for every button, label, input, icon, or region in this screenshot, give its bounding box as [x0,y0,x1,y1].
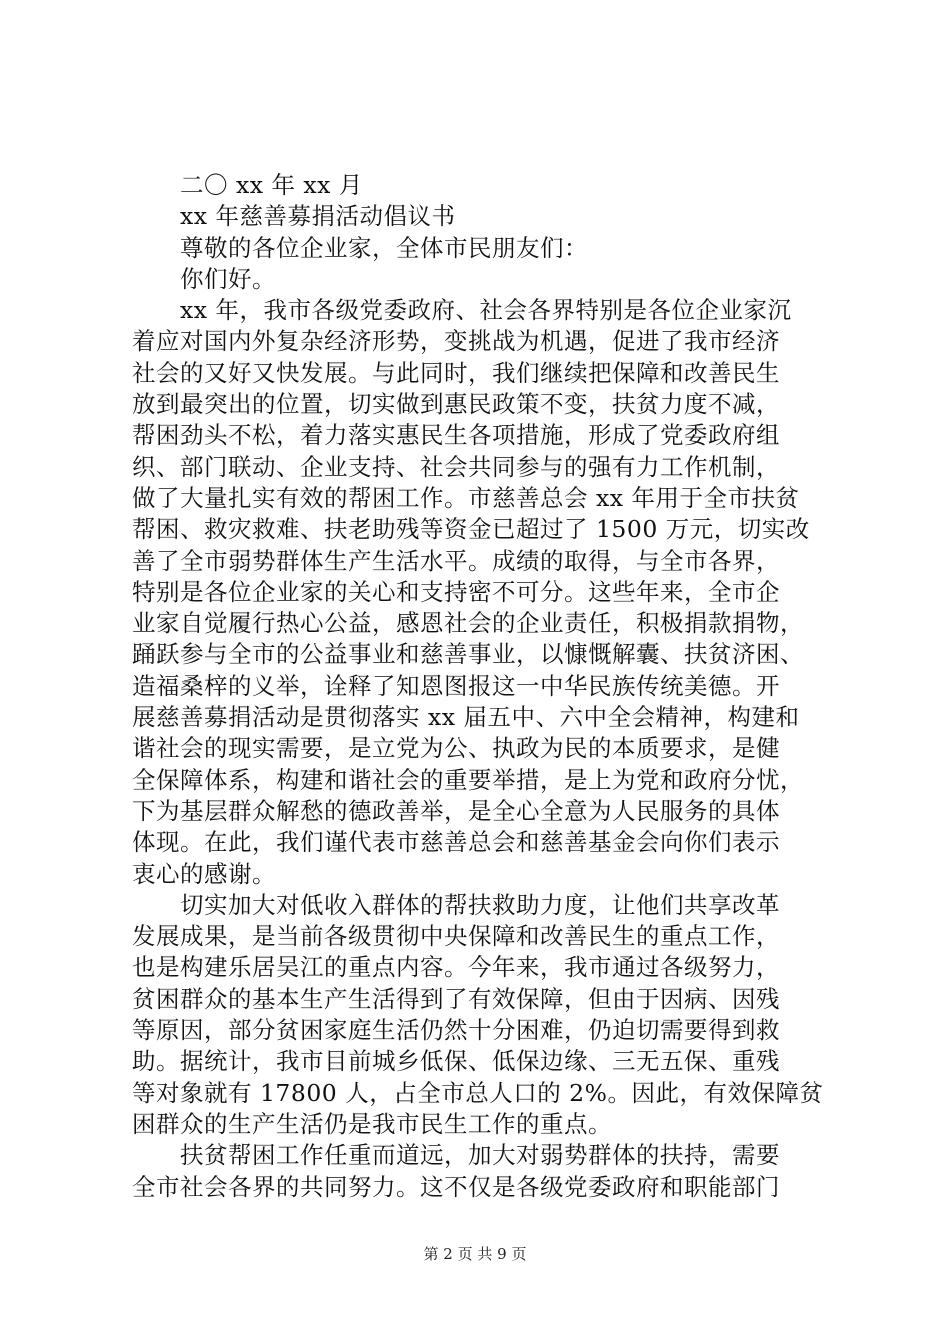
text-line: 助。据统计，我市目前城乡低保、低保边缘、三无五保、重残 [132,1047,780,1076]
text-line: 等原因，部分贫困家庭生活仍然十分困难，仍迫切需要得到救 [132,1016,780,1045]
text-line: 社会的又好又快发展。与此同时，我们继续把保障和改善民生 [132,358,780,387]
text-line: 做了大量扎实有效的帮困工作。市慈善总会 xx 年用于全市扶贫 [132,483,800,512]
text-line: 切实加大对低收入群体的帮扶救助力度，让他们共享改革 [180,890,780,919]
text-line: 困群众的生产生活仍是我市民生工作的重点。 [132,1109,612,1138]
text-line: 二〇 xx 年 xx 月 [180,171,363,199]
text-line: 谐社会的现实需要，是立党为公、执政为民的本质要求，是健 [132,734,780,763]
text-line: xx 年，我市各级党委政府、社会各界特别是各位企业家沉 [180,296,792,325]
text-line: 等对象就有 17800 人，占全市总人口的 2%。因此，有效保障贫 [132,1078,824,1107]
text-line: xx 年慈善募捐活动倡议书 [180,202,456,231]
text-line: 发展成果，是当前各级贯彻中央保障和改善民生的重点工作， [132,922,780,951]
text-line: 善了全市弱势群体生产生活水平。成绩的取得，与全市各界， [132,546,780,575]
text-line: 放到最突出的位置，切实做到惠民政策不变，扶贫力度不减， [132,390,780,419]
text-line: 贫困群众的基本生产生活得到了有效保障，但由于因病、因残 [132,984,780,1013]
page-footer: 第 2 页 共 9 页 [423,1245,527,1263]
text-line: 下为基层群众解愁的德政善举，是全心全意为人民服务的具体 [132,796,780,825]
text-line: 展慈善募捐活动是贯彻落实 xx 届五中、六中全会精神，构建和 [132,703,800,732]
text-line: 尊敬的各位企业家，全体市民朋友们： [180,233,588,262]
text-line: 也是构建乐居吴江的重点内容。今年来，我市通过各级努力， [132,953,780,982]
text-line: 体现。在此，我们谨代表市慈善总会和慈善基金会向你们表示 [132,828,780,857]
text-line: 踊跃参与全市的公益事业和慈善事业，以慷慨解囊、扶贫济困、 [132,640,804,669]
text-line: 你们好。 [180,264,276,293]
text-line: 造福桑梓的义举，诠释了知恩图报这一中华民族传统美德。开 [132,671,780,700]
document-body [132,170,832,1203]
text-line: 特别是各位企业家的关心和支持密不可分。这些年来，全市企 [132,577,780,606]
text-line: 织、部门联动、企业支持、社会共同参与的强有力工作机制， [132,452,780,481]
text-line: 帮困、救灾救难、扶老助残等资金已超过了 1500 万元，切实改 [132,515,810,544]
text-line: 衷心的感谢。 [132,859,276,888]
text-line: 全保障体系，构建和谐社会的重要举措，是上为党和政府分忧， [132,765,804,794]
text-line: 业家自觉履行热心公益，感恩社会的企业责任，积极捐款捐物， [132,609,804,638]
text-line: 全市社会各界的共同努力。这不仅是各级党委政府和职能部门 [132,1172,780,1201]
text-line: 扶贫帮困工作任重而道远，加大对弱势群体的扶持，需要 [180,1141,780,1170]
text-line: 帮困劲头不松，着力落实惠民生各项措施，形成了党委政府组 [132,421,780,450]
text-line: 着应对国内外复杂经济形势，变挑战为机遇，促进了我市经济 [132,327,780,356]
